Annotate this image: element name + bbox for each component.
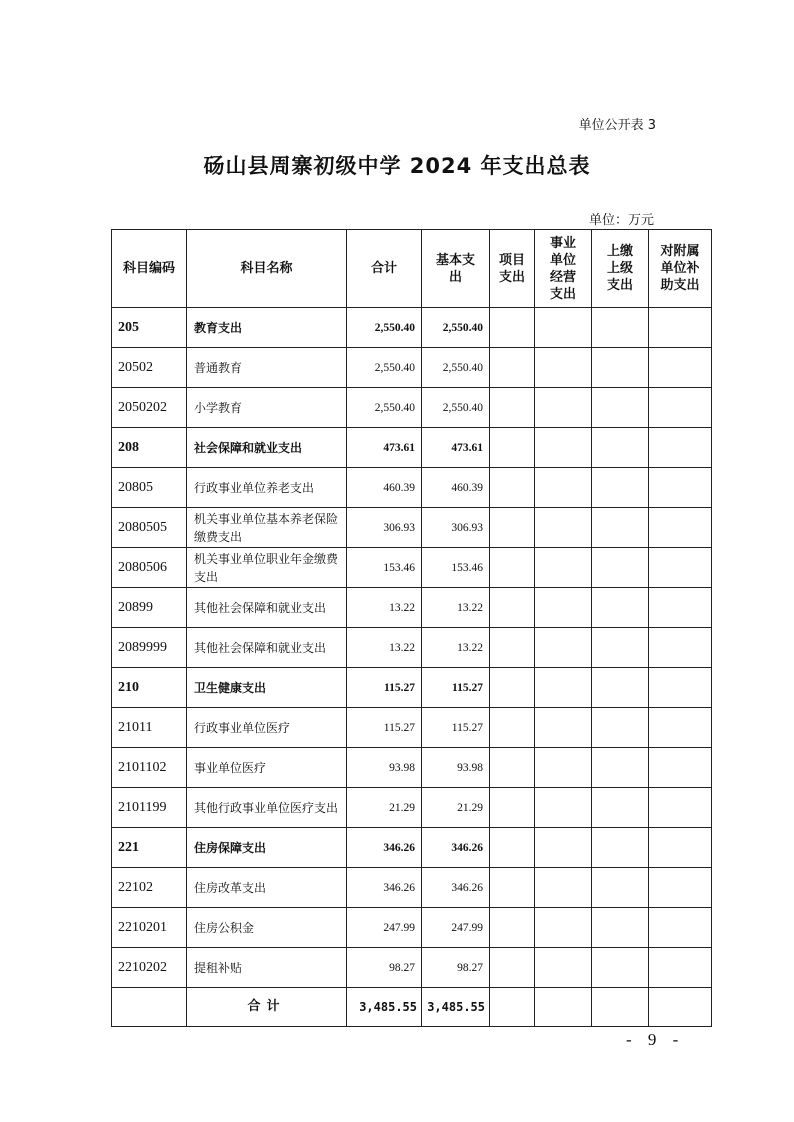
basic-cell: 153.46 — [422, 548, 490, 588]
subsidy-cell — [649, 628, 712, 668]
subsidy-cell — [649, 348, 712, 388]
upper-cell — [592, 628, 649, 668]
business-cell — [535, 508, 592, 548]
subject-name: 卫生健康支出 — [187, 668, 347, 708]
project-cell — [490, 468, 535, 508]
upper-cell — [592, 348, 649, 388]
basic-cell: 473.61 — [422, 428, 490, 468]
subject-code: 2210202 — [112, 948, 187, 988]
total-cell: 2,550.40 — [347, 308, 422, 348]
basic-cell: 13.22 — [422, 628, 490, 668]
project-cell — [490, 388, 535, 428]
basic-cell: 115.27 — [422, 668, 490, 708]
header-subsidy: 对附属 单位补 助支出 — [649, 230, 712, 308]
basic-cell: 2,550.40 — [422, 308, 490, 348]
business-cell — [535, 308, 592, 348]
page-title: 砀山县周寨初级中学 2024 年支出总表 — [203, 154, 591, 178]
total-cell: 473.61 — [347, 428, 422, 468]
upper-cell — [592, 868, 649, 908]
header-row — [112, 230, 712, 308]
subject-name: 事业单位医疗 — [187, 748, 347, 788]
subject-name: 提租补贴 — [187, 948, 347, 988]
table-row — [112, 588, 712, 628]
subject-name: 普通教育 — [187, 348, 347, 388]
subject-name: 机关事业单位职业年金缴费支出 — [187, 548, 347, 588]
subject-name: 其他行政事业单位医疗支出 — [187, 788, 347, 828]
page-number: - 9 - — [626, 1030, 685, 1049]
business-cell — [535, 468, 592, 508]
upper-cell — [592, 468, 649, 508]
upper-cell — [592, 708, 649, 748]
upper-cell — [592, 948, 649, 988]
business-cell — [535, 548, 592, 588]
total-cell: 115.27 — [347, 668, 422, 708]
subject-name: 其他社会保障和就业支出 — [187, 628, 347, 668]
subject-code: 21011 — [112, 708, 187, 748]
total-cell: 306.93 — [347, 508, 422, 548]
business-cell — [535, 628, 592, 668]
upper-cell — [592, 428, 649, 468]
basic-cell: 21.29 — [422, 788, 490, 828]
subsidy-cell — [649, 788, 712, 828]
subject-name: 其他社会保障和就业支出 — [187, 588, 347, 628]
table-row — [112, 468, 712, 508]
project-cell — [490, 508, 535, 548]
form-id: 单位公开表 3 — [578, 118, 656, 133]
subsidy-cell — [649, 468, 712, 508]
project-cell — [490, 748, 535, 788]
upper-cell — [592, 668, 649, 708]
total-cell: 115.27 — [347, 708, 422, 748]
project-cell — [490, 828, 535, 868]
subject-name: 机关事业单位基本养老保险缴费支出 — [187, 508, 347, 548]
subject-name: 住房改革支出 — [187, 868, 347, 908]
subject-code: 205 — [112, 308, 187, 348]
table-row — [112, 508, 712, 548]
total-row — [112, 988, 712, 1027]
project-cell — [490, 708, 535, 748]
header-name: 科目名称 — [187, 230, 347, 308]
subsidy-cell — [649, 308, 712, 348]
project-cell — [490, 788, 535, 828]
upper-cell — [592, 748, 649, 788]
total-cell: 346.26 — [347, 828, 422, 868]
subsidy-cell — [649, 388, 712, 428]
business-cell — [535, 668, 592, 708]
subject-name: 住房公积金 — [187, 908, 347, 948]
total-cell: 98.27 — [347, 948, 422, 988]
total-cell: 346.26 — [347, 868, 422, 908]
business-cell — [535, 788, 592, 828]
business-cell — [535, 588, 592, 628]
business-cell — [535, 948, 592, 988]
project-cell — [490, 348, 535, 388]
table-row — [112, 788, 712, 828]
subject-code: 20502 — [112, 348, 187, 388]
project-cell — [490, 628, 535, 668]
subject-name: 教育支出 — [187, 308, 347, 348]
header-project: 项目 支出 — [490, 230, 535, 308]
business-cell — [535, 828, 592, 868]
business-cell — [535, 348, 592, 388]
total-cell: 460.39 — [347, 468, 422, 508]
subject-code: 20805 — [112, 468, 187, 508]
upper-cell — [592, 548, 649, 588]
total-cell: 21.29 — [347, 788, 422, 828]
business-cell — [535, 388, 592, 428]
total-value: 3,485.55 — [347, 988, 422, 1027]
basic-cell: 13.22 — [422, 588, 490, 628]
total-cell: 153.46 — [347, 548, 422, 588]
subject-name: 行政事业单位养老支出 — [187, 468, 347, 508]
basic-cell: 306.93 — [422, 508, 490, 548]
total-cell: 13.22 — [347, 588, 422, 628]
total-basic-value: 3,485.55 — [422, 988, 490, 1027]
subsidy-cell — [649, 948, 712, 988]
basic-cell: 2,550.40 — [422, 348, 490, 388]
subsidy-cell — [649, 868, 712, 908]
table-row — [112, 628, 712, 668]
subject-code: 2101199 — [112, 788, 187, 828]
upper-cell — [592, 308, 649, 348]
table-row — [112, 548, 712, 588]
basic-cell: 460.39 — [422, 468, 490, 508]
business-cell — [535, 708, 592, 748]
subject-code: 2101102 — [112, 748, 187, 788]
table-row — [112, 908, 712, 948]
header-upper: 上缴 上级 支出 — [592, 230, 649, 308]
subsidy-cell — [649, 828, 712, 868]
upper-cell — [592, 908, 649, 948]
header-total: 合计 — [347, 230, 422, 308]
subsidy-cell — [649, 748, 712, 788]
subject-code: 210 — [112, 668, 187, 708]
basic-cell: 247.99 — [422, 908, 490, 948]
upper-cell — [592, 828, 649, 868]
business-cell — [535, 428, 592, 468]
table-row — [112, 388, 712, 428]
header-business: 事业 单位 经营 支出 — [535, 230, 592, 308]
total-cell: 247.99 — [347, 908, 422, 948]
subject-name: 住房保障支出 — [187, 828, 347, 868]
total-cell: 93.98 — [347, 748, 422, 788]
subject-code: 20899 — [112, 588, 187, 628]
total-cell: 13.22 — [347, 628, 422, 668]
project-cell — [490, 668, 535, 708]
unit-label: 单位：万元 — [588, 213, 654, 228]
basic-cell: 2,550.40 — [422, 388, 490, 428]
subject-code: 2080505 — [112, 508, 187, 548]
subject-name: 小学教育 — [187, 388, 347, 428]
upper-cell — [592, 508, 649, 548]
project-cell — [490, 588, 535, 628]
project-cell — [490, 428, 535, 468]
subject-code: 2089999 — [112, 628, 187, 668]
business-cell — [535, 908, 592, 948]
subject-code: 2210201 — [112, 908, 187, 948]
table-row — [112, 828, 712, 868]
table-row — [112, 308, 712, 348]
total-cell: 2,550.40 — [347, 388, 422, 428]
project-cell — [490, 548, 535, 588]
project-cell — [490, 948, 535, 988]
subject-code: 22102 — [112, 868, 187, 908]
subject-code: 2080506 — [112, 548, 187, 588]
basic-cell: 115.27 — [422, 708, 490, 748]
project-cell — [490, 908, 535, 948]
subsidy-cell — [649, 548, 712, 588]
subject-code: 2050202 — [112, 388, 187, 428]
table-row — [112, 948, 712, 988]
table-row — [112, 348, 712, 388]
table-row — [112, 748, 712, 788]
basic-cell: 93.98 — [422, 748, 490, 788]
business-cell — [535, 748, 592, 788]
basic-cell: 346.26 — [422, 828, 490, 868]
table-row — [112, 708, 712, 748]
subject-name: 社会保障和就业支出 — [187, 428, 347, 468]
project-cell — [490, 868, 535, 908]
header-basic: 基本支 出 — [422, 230, 490, 308]
expenditure-table — [111, 229, 712, 1027]
subject-name: 行政事业单位医疗 — [187, 708, 347, 748]
subsidy-cell — [649, 428, 712, 468]
header-code: 科目编码 — [112, 230, 187, 308]
table-row — [112, 668, 712, 708]
total-label: 合计 — [187, 988, 347, 1027]
subsidy-cell — [649, 908, 712, 948]
subsidy-cell — [649, 508, 712, 548]
table-row — [112, 868, 712, 908]
project-cell — [490, 308, 535, 348]
basic-cell: 346.26 — [422, 868, 490, 908]
subject-code: 221 — [112, 828, 187, 868]
subsidy-cell — [649, 668, 712, 708]
upper-cell — [592, 588, 649, 628]
upper-cell — [592, 788, 649, 828]
subject-code: 208 — [112, 428, 187, 468]
upper-cell — [592, 388, 649, 428]
subsidy-cell — [649, 588, 712, 628]
table-row — [112, 428, 712, 468]
total-cell: 2,550.40 — [347, 348, 422, 388]
basic-cell: 98.27 — [422, 948, 490, 988]
business-cell — [535, 868, 592, 908]
subsidy-cell — [649, 708, 712, 748]
